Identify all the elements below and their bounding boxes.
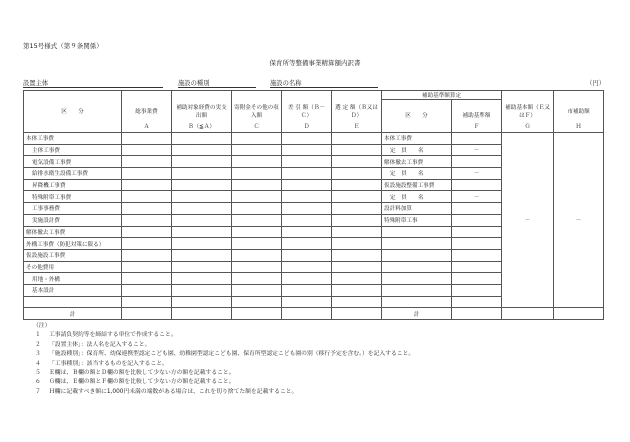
cell-input[interactable] <box>332 214 382 226</box>
cell-input[interactable] <box>332 179 382 191</box>
cell-input[interactable] <box>452 179 502 191</box>
total-label: 計 <box>24 308 122 320</box>
standard-row-label: 特殊附帯工事 <box>382 214 452 226</box>
cell-input[interactable] <box>122 308 172 320</box>
cell-input[interactable] <box>332 168 382 180</box>
capacity-label: 定 員 名 <box>382 191 452 203</box>
facility-type-label: 施設の種別 <box>178 80 210 87</box>
cell-input[interactable] <box>452 238 502 250</box>
cell-input[interactable] <box>382 261 452 273</box>
cell-input[interactable] <box>382 226 452 238</box>
cell-input[interactable] <box>282 133 332 145</box>
cell-input[interactable] <box>282 214 332 226</box>
cell-input[interactable] <box>232 261 282 273</box>
note-item: ５ Ｅ欄は、Ｂ欄の額とＤ欄の額を比較して少ない方の額を記載すること。 <box>35 370 235 377</box>
cell-input[interactable] <box>122 296 172 308</box>
cell-input[interactable] <box>232 249 282 261</box>
cell-input[interactable] <box>232 226 282 238</box>
setup-entity-label: 設置主体 <box>23 80 49 87</box>
cell-input[interactable] <box>332 296 382 308</box>
cell-input[interactable] <box>332 156 382 168</box>
cell-input[interactable] <box>282 296 332 308</box>
cell-input[interactable] <box>554 308 604 320</box>
cell-input[interactable] <box>232 296 282 308</box>
settlement-breakdown-table <box>23 90 604 320</box>
notes-section <box>23 322 414 397</box>
col-selected-header: 選 定 額（Ｂ又はＤ） Ｅ <box>332 91 382 133</box>
cell-input[interactable] <box>452 284 502 296</box>
cell-input[interactable] <box>172 249 232 261</box>
cell-input[interactable] <box>172 179 232 191</box>
cell-input[interactable] <box>172 296 232 308</box>
cell-input[interactable] <box>282 261 332 273</box>
cell-input[interactable] <box>172 133 232 145</box>
cell-input[interactable] <box>232 133 282 145</box>
standard-row-label: 仮設施設整備工事費 <box>382 179 452 191</box>
cell-input[interactable] <box>332 226 382 238</box>
col-subsidy-target-header: 補助対象経費の実支出額 Ｂ（≦Ａ） <box>172 91 232 133</box>
cell-input[interactable] <box>282 203 332 215</box>
cell-input[interactable] <box>122 261 172 273</box>
facility-type-field[interactable] <box>178 78 256 88</box>
cell-input[interactable] <box>332 191 382 203</box>
cell-input[interactable] <box>122 191 172 203</box>
cell-input[interactable] <box>452 214 502 226</box>
cell-input[interactable] <box>332 249 382 261</box>
cell-input[interactable] <box>232 191 282 203</box>
facility-name-label: 施設の名称 <box>270 80 302 87</box>
cell-input[interactable] <box>332 144 382 156</box>
row-label: 電気設備工事費 <box>24 156 122 168</box>
row-label: 用地・外構 <box>24 273 122 285</box>
row-label: 給排水衛生設備工事費 <box>24 168 122 180</box>
cell-input[interactable]: － <box>452 191 502 203</box>
cell-input[interactable] <box>282 179 332 191</box>
row-label: 本体工事費 <box>24 133 122 145</box>
cell-input[interactable] <box>122 156 172 168</box>
cell-input[interactable] <box>122 284 172 296</box>
cell-input[interactable] <box>122 179 172 191</box>
cell-input[interactable]: － <box>452 144 502 156</box>
cell-input[interactable] <box>122 214 172 226</box>
cell-input[interactable] <box>282 226 332 238</box>
cell-input[interactable] <box>332 284 382 296</box>
cell-input[interactable] <box>282 249 332 261</box>
col-difference-header: 差 引 額（Ｂ－Ｃ） Ｄ <box>282 91 332 133</box>
cell-input[interactable] <box>172 203 232 215</box>
cell-input[interactable] <box>232 168 282 180</box>
cell-input[interactable] <box>452 133 502 145</box>
notes-heading: （注） <box>33 323 51 329</box>
cell-input[interactable] <box>122 273 172 285</box>
standard-row-label: 本体工事費 <box>382 133 452 145</box>
cell-input[interactable] <box>282 238 332 250</box>
row-label: 特殊附帯工事費 <box>24 191 122 203</box>
cell-input[interactable] <box>282 144 332 156</box>
cell-input[interactable] <box>452 226 502 238</box>
cell-input[interactable] <box>332 133 382 145</box>
cell-input[interactable] <box>172 261 232 273</box>
cell-input[interactable] <box>502 308 554 320</box>
table-row <box>24 133 604 145</box>
capacity-label: 定 員 名 <box>382 168 452 180</box>
cell-input[interactable] <box>382 238 452 250</box>
cell-input[interactable] <box>172 238 232 250</box>
cell-input[interactable] <box>232 144 282 156</box>
total-row <box>24 308 604 320</box>
cell-input[interactable] <box>172 273 232 285</box>
note-item: ７ Ｈ欄に記載すべき額に1,000円未満の端数がある場合は、これを切り捨てた額を記載すること。 <box>35 388 298 395</box>
cell-input[interactable] <box>122 144 172 156</box>
row-label: その他費用 <box>24 261 122 273</box>
cell-input[interactable] <box>282 168 332 180</box>
col-standard-amount-header: 補助基準額 Ｆ <box>452 100 502 133</box>
document-title: 保育所等整備事業精算額内訳書 <box>269 59 361 67</box>
cell-input[interactable] <box>332 308 382 320</box>
currency-unit: （円） <box>586 80 605 87</box>
cell-input[interactable] <box>452 249 502 261</box>
cell-input[interactable] <box>232 179 282 191</box>
row-label: 工事事務費 <box>24 203 122 215</box>
cell-input[interactable] <box>172 308 232 320</box>
row-label: 実施設計費 <box>24 214 122 226</box>
row-label: 解体撤去工事費 <box>24 226 122 238</box>
col-city-subsidy-header: 市補助額 Ｈ <box>554 91 604 133</box>
row-label <box>24 296 122 308</box>
col-donations-header: 寄附金その他の収入額 Ｃ <box>232 91 282 133</box>
capacity-label: 定 員 名 <box>382 144 452 156</box>
cell-input[interactable] <box>282 273 332 285</box>
cell-input[interactable] <box>452 296 502 308</box>
row-label: 主体工事費 <box>24 144 122 156</box>
cell-input[interactable] <box>232 203 282 215</box>
city-subsidy-cell[interactable]: － <box>554 133 604 308</box>
cell-input[interactable] <box>172 214 232 226</box>
cell-input[interactable] <box>232 156 282 168</box>
note-item: ３ 「施設種別」：保育所、幼保連携型認定こども園、幼稚園型認定こども園、保育所型認定こども園の別（移行予定を含む。）を記入すること。 <box>35 351 415 358</box>
standard-group-header: 補助基準額算定 <box>382 91 502 100</box>
row-label: 仮設施設工事費 <box>24 249 122 261</box>
col-base-amount-header: 補助基本額（Ｅ又はＦ） Ｇ <box>502 91 554 133</box>
cell-input[interactable] <box>172 284 232 296</box>
base-amount-cell[interactable]: － <box>502 133 554 308</box>
cell-input[interactable] <box>232 214 282 226</box>
cell-input[interactable] <box>122 226 172 238</box>
cell-input[interactable] <box>232 284 282 296</box>
cell-input[interactable] <box>452 308 502 320</box>
cell-input[interactable] <box>452 203 502 215</box>
cell-input[interactable] <box>122 238 172 250</box>
note-item: １ 工事請負契約等を締結する単位で作成すること。 <box>35 332 177 339</box>
cell-input[interactable]: － <box>452 168 502 180</box>
col-standard-category-header: 区 分 <box>382 100 452 133</box>
cell-input[interactable] <box>452 156 502 168</box>
cell-input[interactable] <box>172 156 232 168</box>
row-label: 昇降機工事費 <box>24 179 122 191</box>
note-item: ６ Ｇ欄は、Ｅ欄の額とＦ欄の額を比較して少ない方の額を記載すること。 <box>35 379 235 386</box>
cell-input[interactable] <box>382 273 452 285</box>
cell-input[interactable] <box>282 284 332 296</box>
note-item: ２ 「設置主体」：法人名を記入すること。 <box>35 341 151 348</box>
cell-input[interactable] <box>122 249 172 261</box>
cell-input[interactable] <box>382 249 452 261</box>
standard-row-label: 解体撤去工事費 <box>382 156 452 168</box>
cell-input[interactable] <box>172 168 232 180</box>
cell-input[interactable] <box>122 203 172 215</box>
row-label: 外構工事費（防犯対策に限る） <box>24 238 122 250</box>
cell-input[interactable] <box>122 133 172 145</box>
cell-input[interactable] <box>332 203 382 215</box>
cell-input[interactable] <box>172 191 232 203</box>
cell-input[interactable] <box>452 261 502 273</box>
standard-total-label: 計 <box>382 308 452 320</box>
cell-input[interactable] <box>232 273 282 285</box>
col-category-header: 区 分 <box>24 91 122 133</box>
cell-input[interactable] <box>172 144 232 156</box>
cell-input[interactable] <box>282 156 332 168</box>
form-number: 第15号様式（第９条関係） <box>23 42 103 50</box>
cell-input[interactable] <box>452 273 502 285</box>
cell-input[interactable] <box>382 296 452 308</box>
row-label: 基本設計 <box>24 284 122 296</box>
col-total-cost-header: 総事業費 Ａ <box>122 91 172 133</box>
setup-entity-field[interactable] <box>23 78 163 88</box>
cell-input[interactable] <box>232 238 282 250</box>
standard-row-label: 設計料加算 <box>382 203 452 215</box>
cell-input[interactable] <box>332 238 382 250</box>
cell-input[interactable] <box>122 168 172 180</box>
cell-input[interactable] <box>172 226 232 238</box>
cell-input[interactable] <box>332 261 382 273</box>
note-item: ４ 「工事種別」：該当するものを記入すること。 <box>35 360 168 367</box>
cell-input[interactable] <box>282 308 332 320</box>
cell-input[interactable] <box>232 308 282 320</box>
cell-input[interactable] <box>382 284 452 296</box>
facility-name-field[interactable] <box>270 78 378 88</box>
cell-input[interactable] <box>282 191 332 203</box>
cell-input[interactable] <box>332 273 382 285</box>
